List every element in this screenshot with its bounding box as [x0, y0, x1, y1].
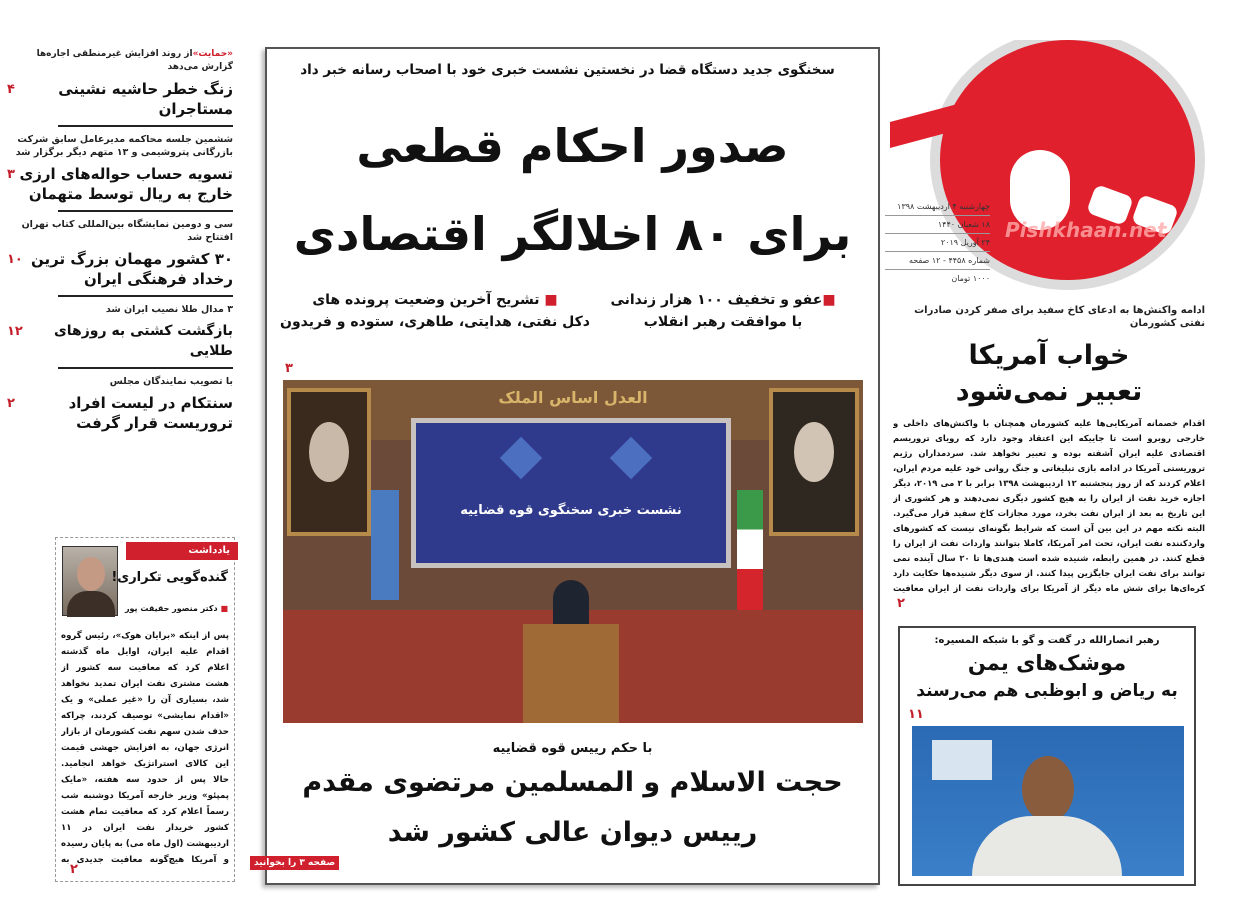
story-headline: بازگشت کشتی به روزهای طلایی — [53, 323, 233, 359]
story-kicker: ۳ مدال طلا نصیب ایران شد — [105, 304, 233, 315]
divider — [58, 367, 233, 369]
editorial-label: یادداشت — [126, 542, 238, 560]
box-kicker: رهبر انصارالله در گفت و گو با شبکه المسیره: — [934, 635, 1160, 646]
left-story-2[interactable] — [5, 133, 233, 204]
story-headline-2: تعبیر نمی‌شود — [955, 376, 1143, 407]
editorial-box[interactable] — [55, 537, 235, 882]
left-story-5[interactable] — [5, 375, 233, 433]
yemen-story-box[interactable] — [898, 626, 1196, 886]
left-story-1[interactable] — [5, 48, 233, 119]
story-headline-1: خواب آمریکا — [968, 340, 1130, 371]
center-main-story[interactable] — [265, 47, 880, 885]
press-conference-photo — [283, 380, 863, 723]
photo-wall-sign: العدل اساس الملک — [498, 388, 648, 407]
price: ۱۰۰۰ تومان — [951, 274, 990, 283]
issue-number: شماره ۴۴۵۸ - ۱۲ صفحه — [885, 252, 990, 270]
editorial-author: ■ دکتر منصور حقیقت پور — [124, 604, 228, 613]
speaker-photo — [912, 726, 1184, 876]
editorial-body: پس از اینکه «برایان هوک»، رئیس گروه اقدام علیه ایران، اوایل ماه گذشته اعلام کرد که معافیت سه کشور از هشت مشتری نفت ایران تمدید نخواهد شد، بسیاری آن را «غیر عملی» و یک «اقدام نمایشی» توصیف کردند، چراکه حذف شدن سهم نفت کشورمان از بازار انرژی جهان، به افزایش جهشی قیمت این کالای استراتژیک خواهد انجامید. حالا پس از حدود سه هفته، «مایک پمپئو» وزیر خارجه آمریکا دوشنبه شب رسماً اعلام کرد که معافیت تمام هشت کشور خریدار نفت ایران در ۱۱ اردیبهشت (اول ماه می) به پایان رسیده و آمریکا هیچ‌گونه معافیت جدیدی به — [61, 631, 229, 865]
sub-story-left[interactable]: ■ تشریح آخرین وضعیت پرونده های دکل نفتی، هدایتی، طاهری، ستوده و فریدون — [280, 292, 590, 330]
right-story[interactable] — [893, 304, 1205, 611]
left-story-3[interactable] — [5, 218, 233, 289]
story-headline: ۳۰ کشور مهمان بزرگ ترین رخداد فرهنگی ایران — [31, 250, 233, 288]
story-kicker: ششمین جلسه محاکمه مدیرعامل سابق شرکت بازرگانی پتروشیمی و ۱۳ متهم دیگر برگزار شد — [15, 134, 233, 158]
page-number: ۲ — [897, 596, 905, 611]
story-kicker: با تصویب نمایندگان مجلس — [109, 376, 233, 387]
main-headline-1: صدور احکام قطعی — [356, 119, 789, 173]
masthead-dates — [885, 200, 990, 287]
page-number: ۳ — [285, 361, 293, 376]
date-persian: چهارشنبه ۴ اردیبهشت ۱۳۹۸ — [885, 200, 990, 216]
divider — [58, 125, 233, 127]
page-number: ۳ — [7, 167, 15, 182]
box-headline-1: موشک‌های یمن — [967, 651, 1127, 675]
story-body: اقدام خصمانه آمریکایی‌ها علیه کشورمان همچنان با واکنش‌های داخلی و خارجی روبرو است تا جاییکه این اعتقاد وجود دارد که رویای تروریسم اقتصادی علیه ایران آشفته بوده و تعبیر نخواهد شد. سردمداران رژیم تروریستی آمریکا در ادامه بازی تبلیغاتی و جنگ روانی خود علیه مردم ایران، اعلام کردند که از روز پنجشنبه ۱۲ اردیبهشت ۱۳۹۸ برابر با ۲ می ۲۰۱۹، دیگر اجازه خرید نفت از ایران را به هیچ کشور دیگری نمی‌دهند و هر کشوری از این تاریخ به بعد از ایران نفت بخرد، مورد مجازات کاخ سفید قرار می‌گیرد. البته نکته مهم در این بین آن است که شرایط بگونه‌ای نیست که کشورهای واردکننده نفت ایران، تحت امر آمریکا، کاملا بتوانند واردات نفت از ایران را قطع کنند. در همین رابطه، شنیده شده است هندی‌ها تا ۲۰ سال آینده نمی توانند برای نفت ایران جایگزین پیدا کنند. از سوی دیگر شنیده‌ها حکایت دارد کره‌ای‌ها برای شش ماه دیگر از آمریکا برای واردات نفت از ایران معافیت — [893, 418, 1205, 593]
watermark: Pishkhaan.net — [1005, 218, 1167, 242]
caption-kicker: با حکم رییس قوه قضاییه — [492, 741, 653, 756]
date-hijri: ۱۸ شعبان ۱۴۴۰ — [885, 216, 990, 234]
page-number: ۴ — [7, 82, 15, 97]
page-number: ۲ — [70, 862, 78, 877]
story-headline: سنتکام در لیست افراد تروریست قرار گرفت — [68, 394, 233, 432]
main-kicker: سخنگوی جدید دستگاه قضا در نخستین نشست خبری خود با اصحاب رسانه خبر داد — [300, 62, 835, 78]
read-page-tag[interactable]: صفحه ۳ را بخوانید — [250, 856, 339, 870]
page-number: ۱۲ — [7, 324, 23, 339]
bottom-headline-1: حجت الاسلام و المسلمین مرتضوی مقدم — [302, 767, 843, 798]
page-number: ۲ — [7, 396, 15, 411]
divider — [58, 295, 233, 297]
date-gregorian: ۲۴ آوریل ۲۰۱۹ — [885, 234, 990, 252]
story-headline: تسویه حساب حواله‌های ارزی خارج به ریال توسط متهمان — [19, 165, 233, 203]
sub-story-right[interactable]: ■عفو و تخفیف ۱۰۰ هزار زندانی با موافقت رهبر انقلاب — [610, 292, 836, 330]
left-column — [5, 48, 233, 433]
main-headline-2: برای ۸۰ اخلالگر اقتصادی — [293, 207, 852, 261]
page-number: ۱۰ — [7, 252, 23, 267]
divider — [58, 210, 233, 212]
story-headline: زنگ خطر حاشیه نشینی مستاجران — [58, 80, 233, 118]
box-headline-2: به ریاض و ابوظبی هم می‌رسند — [916, 681, 1178, 701]
author-photo — [62, 546, 118, 616]
photo-banner-text: نشست خبری سخنگوی قوه قضاییه — [460, 503, 682, 518]
editorial-title: گنده‌گویی تکراری! — [111, 570, 228, 585]
kicker-prefix: «حمایت» — [192, 49, 233, 59]
story-kicker: از روند افزایش غیرمنطقی اجاره‌ها گزارش می‌دهد — [36, 49, 233, 72]
story-kicker: ادامه واکنش‌ها به ادعای کاخ سفید برای صفر کردن صادرات نفتی کشورمان — [914, 305, 1205, 329]
page-number: ۱۱ — [908, 707, 924, 722]
bottom-headline-2: رییس دیوان عالی کشور شد — [387, 817, 758, 848]
left-story-4[interactable] — [5, 303, 233, 361]
story-kicker: سی و دومین نمایشگاه بین‌المللی کتاب تهران افتتاح شد — [21, 219, 233, 243]
